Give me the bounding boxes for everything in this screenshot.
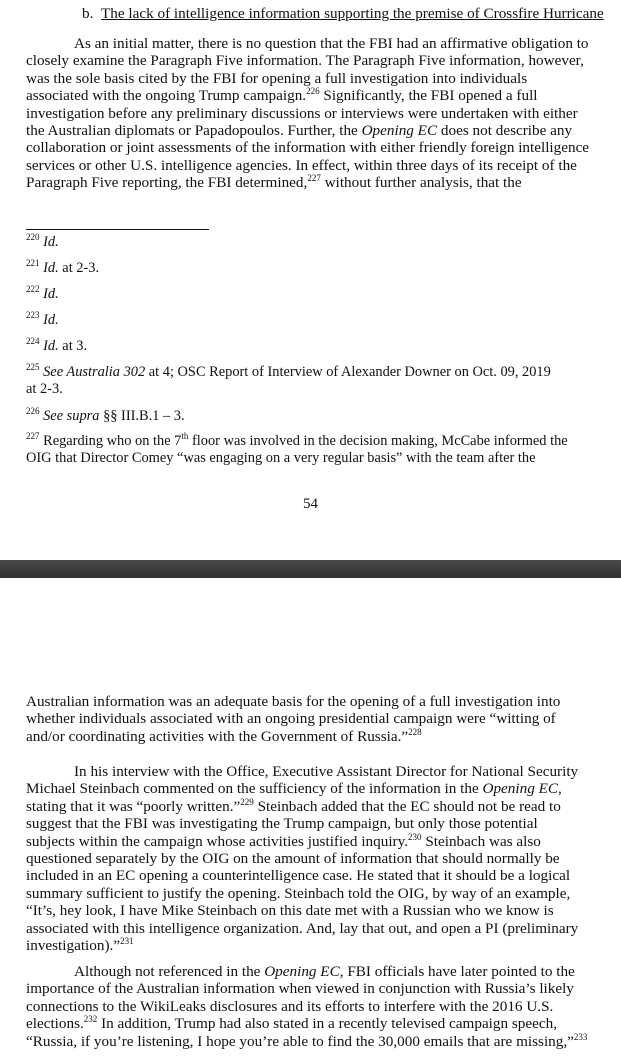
footnote-222: [26, 286, 59, 303]
text-line: As an initial matter, there is no question that the FBI had an affirmative obligation to: [74, 35, 589, 52]
footnote-text: at 4; OSC Report of Interview of Alexander Downer on Oct. 09, 2019: [145, 364, 551, 380]
text-run: “Russia, if you’re listening, I hope you’re able to find the 30,000 emails that are missing,”: [26, 1032, 574, 1050]
text-line: investigation before any preliminary discussions or interviews were undertaken with either: [26, 104, 578, 122]
text-run: , FBI officials have later pointed to the: [339, 963, 575, 980]
body-paragraph: [26, 963, 616, 1050]
page-break-bar: [0, 560, 621, 578]
text-run: stating that it was “poorly written.”: [26, 797, 241, 815]
body-paragraph: [26, 35, 616, 192]
italic-run: Opening EC: [482, 780, 558, 798]
text-run: Steinbach added that the EC should not be read to: [253, 797, 561, 815]
text-run: In addition, Trump had also stated in a recently televised campaign speech,: [97, 1015, 558, 1033]
footnote-220: [26, 234, 59, 251]
footnote-ref[interactable]: 227: [307, 173, 321, 184]
text-run: without further analysis, that the: [320, 174, 522, 192]
footnote-223: [26, 312, 59, 329]
text-run: subjects within the campaign whose activities justified inquiry.: [26, 832, 409, 850]
footnote-ref[interactable]: 231: [120, 936, 134, 947]
text-run: the Australian diplomats or Papadopoulos. Further, the: [26, 122, 362, 140]
text-line: In his interview with the Office, Executive Assistant Director for National Security: [74, 763, 579, 780]
footnote-ref[interactable]: 226: [306, 86, 320, 97]
text-line: included in an EC opening a counterintelligence case. He stated that it should be a logical: [26, 867, 571, 885]
italic-run: Opening EC: [264, 963, 340, 980]
document-page-bottom: [0, 578, 621, 1063]
text-line: [26, 937, 616, 954]
section-heading-label: b.: [82, 5, 94, 22]
text-line: [26, 798, 616, 815]
footnote-text: OIG that Director Comey “was engaging on a very regular basis” with the team after the: [26, 450, 536, 466]
footnote-ref[interactable]: 229: [240, 796, 254, 807]
footnote-number: 224: [26, 336, 40, 346]
text-line: closely examine the Paragraph Five information. The Paragraph Five information, however,: [26, 52, 584, 70]
text-line: [26, 87, 616, 104]
footnote-number: 226: [26, 406, 40, 416]
footnote-ref[interactable]: 230: [408, 831, 422, 842]
text-line: importance of the Australian information when viewed in conjunction with Russia’s likely: [26, 980, 574, 998]
text-line: Australian information was an adequate basis for the opening of a full investigation into: [26, 693, 561, 710]
text-line: was the sole basis cited by the FBI for opening a full investigation into individuals: [26, 69, 528, 87]
text-line: [26, 728, 616, 745]
footnote-text: at 3.: [58, 338, 88, 354]
text-line: questioned separately by the OIG on the amount of information that should normally be: [26, 850, 560, 868]
footnote-number: 225: [26, 362, 40, 372]
footnote-ref[interactable]: 233: [573, 1031, 588, 1042]
footnote-text: §§ III.B.1 – 3.: [99, 408, 185, 424]
footnote-text: Regarding who on the 7: [39, 433, 182, 449]
text-run: elections.: [26, 1015, 84, 1033]
footnote-227: [26, 433, 568, 467]
footnote-226: [26, 408, 185, 425]
text-run: investigation).”: [26, 937, 121, 955]
body-paragraph: [26, 693, 616, 745]
footnote-citation: Id.: [43, 286, 59, 302]
footnote-citation: See supra: [43, 408, 100, 424]
footnote-citation: Id.: [43, 312, 59, 328]
text-line: [26, 963, 616, 980]
text-run: Michael Steinbach commented on the sufficiency of the information in the: [26, 780, 483, 798]
footnote-221: [26, 260, 99, 277]
footnote-ref[interactable]: 228: [408, 726, 422, 737]
text-run: and/or coordinating activities with the Government of Russia.”: [26, 727, 409, 745]
footnote-text: floor was involved in the decision making, McCabe informed the: [188, 433, 568, 449]
footnote-225: [26, 364, 551, 398]
footnote-number: 221: [26, 258, 40, 268]
text-line: [26, 833, 616, 850]
page-number: 54: [303, 496, 318, 512]
text-line: “It’s, hey look, I have Mike Steinbach on this date met with a Russian who we know is: [26, 902, 554, 920]
footnote-text: at 2-3.: [58, 260, 100, 276]
footnote-224: [26, 338, 87, 355]
text-line: services or other U.S. intelligence agencies. In effect, within three days of its receipt of the: [26, 156, 577, 174]
section-heading: [82, 5, 604, 23]
footnote-separator: [26, 229, 209, 230]
text-line: whether individuals associated with an ongoing presidential campaign were “witting of: [26, 710, 556, 728]
text-line: summary sufficient to justify the opening. Steinbach told the OIG, by way of an example,: [26, 884, 571, 902]
section-heading-text: The lack of intelligence information supporting the premise of Crossfire Hurricane: [100, 5, 604, 22]
footnote-number: 227: [26, 431, 40, 441]
footnote-citation: Id.: [43, 260, 59, 276]
text-run: Although not referenced in the: [74, 963, 265, 980]
footnote-text: at 2-3.: [26, 381, 63, 397]
text-line: [26, 122, 616, 139]
body-paragraph: [26, 763, 616, 954]
text-line: [26, 780, 616, 797]
footnote-number: 222: [26, 284, 40, 294]
text-run: does not describe any: [437, 122, 573, 140]
text-line: [26, 1015, 616, 1032]
text-line: [26, 174, 616, 191]
footnote-number: 223: [26, 310, 40, 320]
text-line: connections to the WikiLeaks disclosures and its efforts to interfere with the 2016 U.S.: [26, 997, 554, 1015]
text-line: collaboration or joint assessments of the information with either friendly foreign intelligence: [26, 139, 590, 157]
footnote-ref[interactable]: 232: [83, 1014, 98, 1025]
footnote-citation: Id.: [43, 234, 59, 250]
text-run: associated with the ongoing Trump campaign.: [26, 87, 307, 105]
footnote-number: 220: [26, 232, 40, 242]
text-run: Significantly, the FBI opened a full: [319, 87, 538, 105]
footnote-citation: Id.: [43, 338, 59, 354]
footnote-citation: See Australia 302: [43, 364, 146, 380]
italic-run: Opening EC: [361, 122, 438, 140]
ordinal-suffix: th: [181, 431, 189, 441]
text-run: Paragraph Five reporting, the FBI determined,: [26, 174, 308, 192]
text-line: [26, 1033, 616, 1050]
text-run: ,: [558, 780, 562, 798]
text-run: Steinbach was also: [421, 832, 541, 850]
text-line: associated with this intelligence organization. And, lay that out, and open a PI (preliminary: [26, 919, 579, 937]
text-line: suggest that the FBI was investigating the Trump campaign, but only those potential: [26, 815, 538, 833]
